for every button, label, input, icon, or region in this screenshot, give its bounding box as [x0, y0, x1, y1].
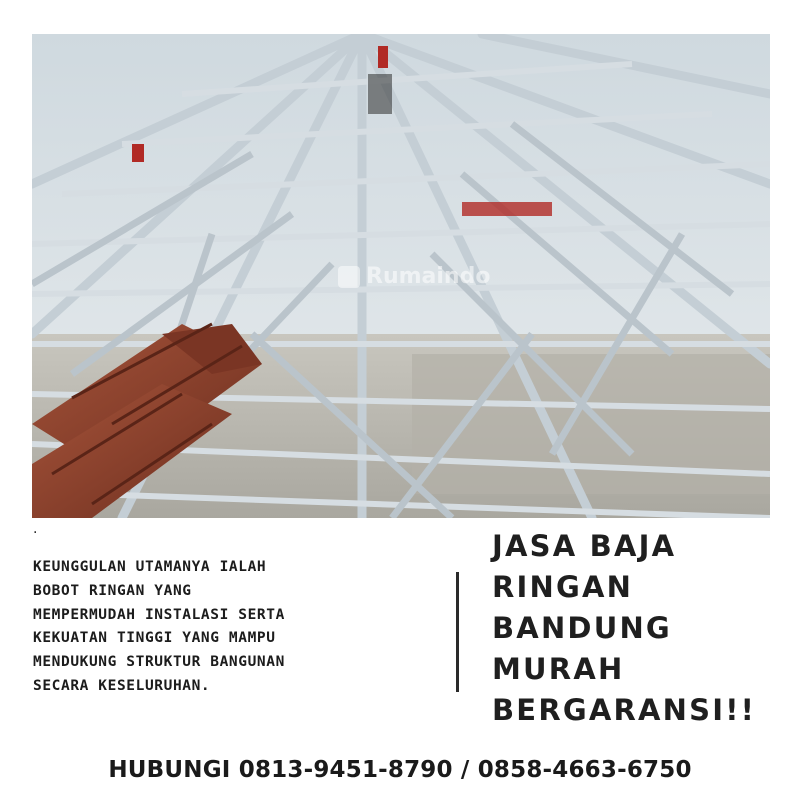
watermark-text: Rumaindo [366, 264, 491, 289]
vertical-divider [456, 572, 459, 692]
bullet-dot: . [33, 521, 38, 537]
description-text: KEUNGGULAN UTAMANYA IALAH BOBOT RINGAN YANG MEMPERMUDAH INSTALASI SERTA KEKUATAN TINGGI YANG MAMPU MENDUKUNG STRUKTUR BANGUNAN SECARA KESELURUHAN. [33, 559, 285, 694]
roof-truss-photo [32, 34, 770, 518]
watermark [338, 264, 490, 289]
contact-line: HUBUNGI 0813-9451-8790 / 0858-4663-6750 [108, 757, 692, 783]
watermark-logo-icon [338, 266, 360, 288]
headline: JASA BAJA RINGAN BANDUNG MURAH BERGARANSI!! [492, 529, 757, 727]
